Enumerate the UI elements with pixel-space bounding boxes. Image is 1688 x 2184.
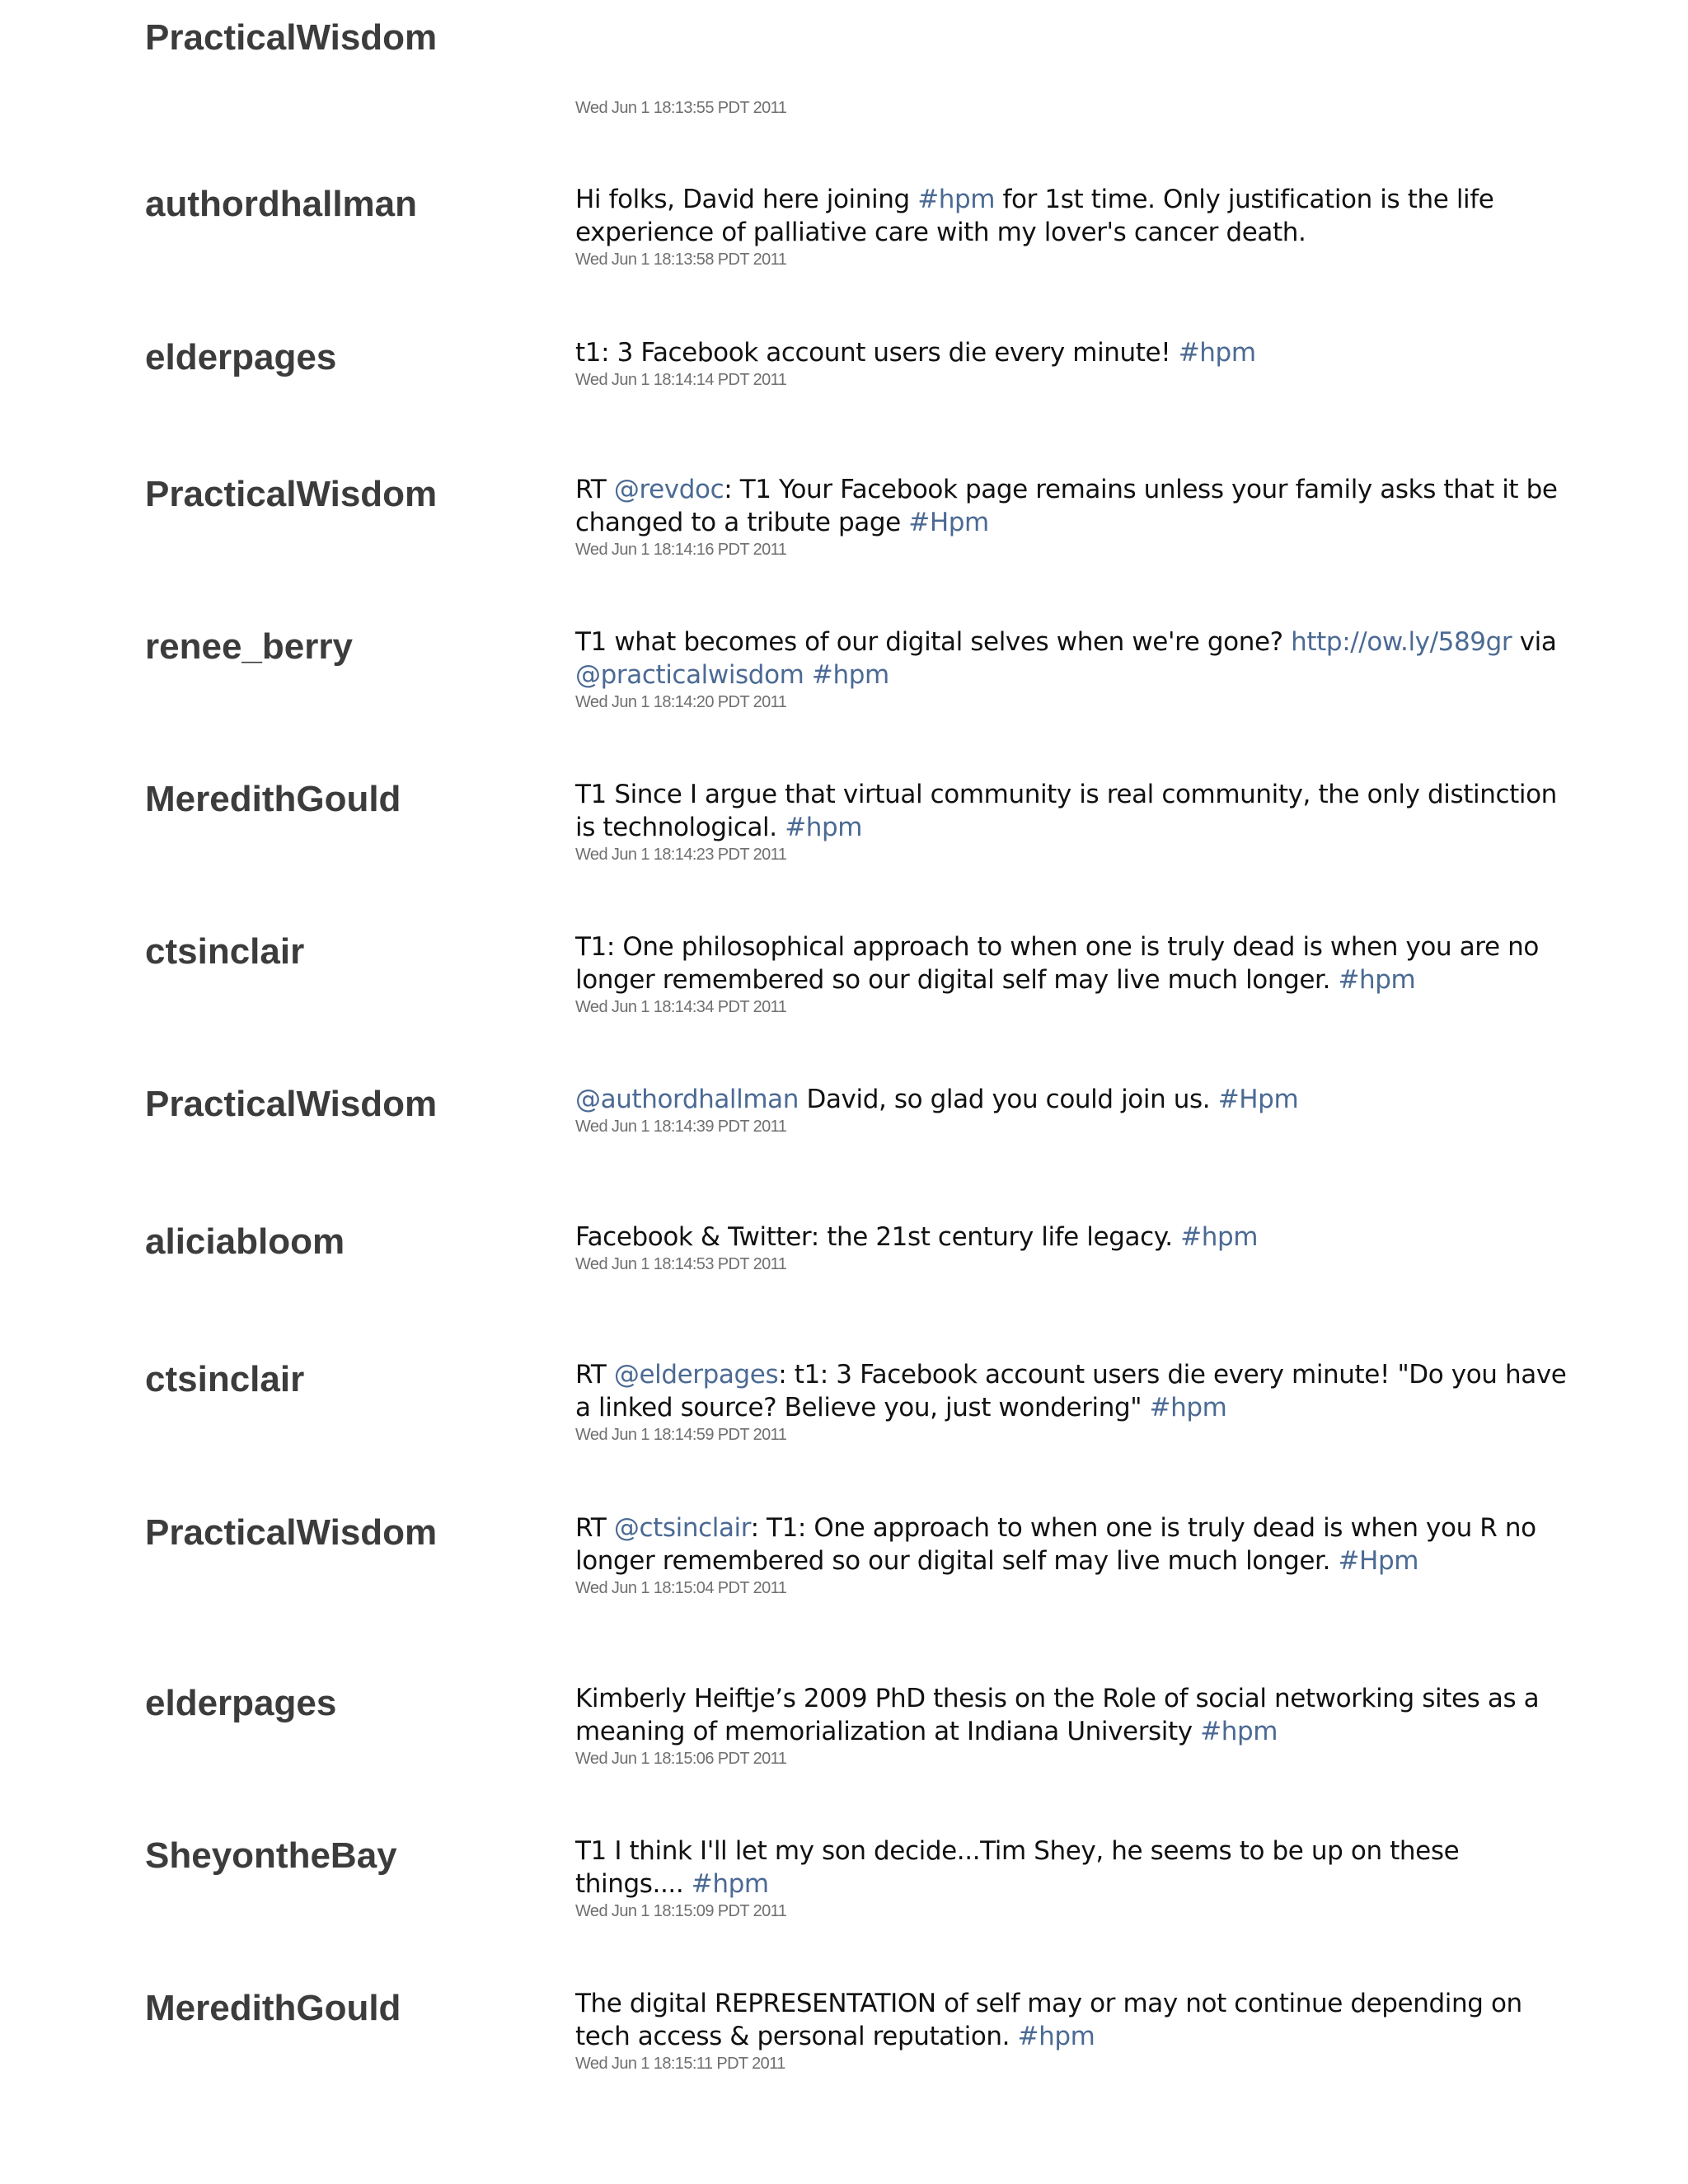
hashtag-link[interactable]: #hpm <box>1178 338 1256 368</box>
hashtag-link[interactable]: #hpm <box>1180 1222 1259 1252</box>
hashtag-link[interactable]: #Hpm <box>908 508 989 537</box>
tweet-text <box>575 930 1573 996</box>
tweet-text-segment: RT <box>575 1513 614 1543</box>
hashtag-link[interactable]: #hpm <box>1200 1717 1278 1746</box>
hashtag-link[interactable]: #hpm <box>691 1869 769 1899</box>
tweet-username[interactable]: renee_berry <box>145 626 353 667</box>
tweet-body <box>575 1221 1573 1274</box>
tweet-username[interactable]: PracticalWisdom <box>145 1512 438 1553</box>
tweet-body <box>575 1987 1573 2074</box>
tweet-timestamp: Wed Jun 1 18:15:11 PDT 2011 <box>575 2055 785 2073</box>
tweet-timestamp: Wed Jun 1 18:14:53 PDT 2011 <box>575 1255 787 1273</box>
tweet-body <box>575 1682 1573 1769</box>
tweet-timestamp: Wed Jun 1 18:14:16 PDT 2011 <box>575 541 787 559</box>
tweet-username[interactable]: PracticalWisdom <box>145 1084 438 1124</box>
tweet-body <box>575 336 1573 390</box>
tweet-timestamp: Wed Jun 1 18:15:09 PDT 2011 <box>575 1902 787 1920</box>
tweet-text <box>575 1221 1573 1254</box>
mention-link[interactable]: @practicalwisdom <box>575 660 804 690</box>
tweet-body <box>575 1083 1573 1137</box>
tweet-text-segment: RT <box>575 475 614 504</box>
tweet-text <box>575 626 1573 691</box>
tweet-body <box>575 183 1573 269</box>
tweet-timestamp: Wed Jun 1 18:14:39 PDT 2011 <box>575 1118 787 1136</box>
tweet-text <box>575 778 1573 844</box>
mention-link[interactable]: @ctsinclair <box>613 1513 751 1543</box>
tweet-text-segment: T1 I think I'll let my son decide...Tim Shey, he seems to be up on these things.... <box>575 1836 1460 1899</box>
tweet-timestamp: Wed Jun 1 18:13:58 PDT 2011 <box>575 251 787 269</box>
tweet-username[interactable]: aliciabloom <box>145 1221 345 1262</box>
mention-link[interactable]: @authordhallman <box>575 1085 799 1114</box>
tweet-timestamp: Wed Jun 1 18:14:59 PDT 2011 <box>575 1426 787 1444</box>
tweet-text-segment: T1 Since I argue that virtual community is real community, the only distinction is technological. <box>575 780 1557 842</box>
tweet-text <box>575 1987 1573 2053</box>
tweet-text <box>575 1358 1573 1424</box>
tweet-body <box>575 930 1573 1017</box>
tweet-text-segment: via <box>1512 627 1557 657</box>
tweet-username[interactable]: elderpages <box>145 1683 337 1723</box>
tweet-text-segment: Facebook & Twitter: the 21st century life legacy. <box>575 1222 1181 1252</box>
tweet-timestamp: Wed Jun 1 18:14:23 PDT 2011 <box>575 846 787 864</box>
tweet-username[interactable]: MeredithGould <box>145 779 401 819</box>
tweet-text-segment: The digital REPRESENTATION of self may or may not continue depending on tech access & personal reputation. <box>575 1989 1522 2051</box>
tweet-text <box>575 473 1573 539</box>
tweet-text <box>575 1835 1573 1900</box>
tweet-body <box>575 1511 1573 1598</box>
hashtag-link[interactable]: #Hpm <box>1338 1546 1419 1576</box>
tweet-text-segment: David, so glad you could join us. <box>799 1085 1218 1114</box>
tweet-timestamp: Wed Jun 1 18:15:06 PDT 2011 <box>575 1750 787 1768</box>
hashtag-link[interactable]: #hpm <box>1017 2022 1095 2051</box>
tweet-body <box>575 473 1573 560</box>
tweet-username[interactable]: SheyontheBay <box>145 1835 397 1876</box>
cut-off-timestamp: Wed Jun 1 18:13:55 PDT 2011 <box>575 99 787 117</box>
tweet-text-segment: : T1 Your Facebook page remains unless your family asks that it be changed to a tribute page <box>575 475 1558 537</box>
tweet-username[interactable]: authordhallman <box>145 184 418 224</box>
hashtag-link[interactable]: #hpm <box>1149 1393 1227 1422</box>
tweet-text-segment <box>804 660 811 690</box>
mention-link[interactable]: @revdoc <box>613 475 724 504</box>
url-link[interactable]: http://ow.ly/589gr <box>1291 627 1512 657</box>
hashtag-link[interactable]: #Hpm <box>1217 1085 1299 1114</box>
tweet-username[interactable]: ctsinclair <box>145 1359 305 1399</box>
hashtag-link[interactable]: #hpm <box>1338 965 1416 995</box>
tweet-text-segment: T1: One philosophical approach to when one is truly dead is when you are no longer remembered so our digital self may live much longer. <box>575 932 1539 995</box>
tweet-timestamp: Wed Jun 1 18:14:34 PDT 2011 <box>575 998 787 1016</box>
tweet-text-segment: for 1st time. Only justification is the life experience of palliative care with my lover's cancer death. <box>575 185 1494 247</box>
tweet-text <box>575 1083 1573 1116</box>
tweet-body <box>575 778 1573 865</box>
hashtag-link[interactable]: #hpm <box>811 660 889 690</box>
tweet-body <box>575 1835 1573 1921</box>
tweet-username[interactable]: ctsinclair <box>145 931 305 972</box>
tweet-timestamp: Wed Jun 1 18:15:04 PDT 2011 <box>575 1579 787 1597</box>
tweet-text <box>575 1511 1573 1577</box>
tweet-body <box>575 626 1573 712</box>
mention-link[interactable]: @elderpages <box>613 1360 779 1390</box>
tweet-text-segment: : T1: One approach to when one is truly dead is when you R no longer remembered so our digital self may live much longer. <box>575 1513 1536 1576</box>
tweet-text-segment: : t1: 3 Facebook account users die every minute! "Do you have a linked source? Believe you, just wondering" <box>575 1360 1567 1422</box>
tweet-timestamp: Wed Jun 1 18:14:20 PDT 2011 <box>575 693 787 711</box>
tweet-body <box>575 1358 1573 1445</box>
tweet-text-segment: RT <box>575 1360 614 1390</box>
tweet-text-segment: T1 what becomes of our digital selves when we're gone? <box>575 627 1292 657</box>
tweet-text-segment: t1: 3 Facebook account users die every minute! <box>575 338 1179 368</box>
tweet-username[interactable]: elderpages <box>145 337 337 377</box>
tweet-text-segment: Hi folks, David here joining <box>575 185 918 214</box>
tweet-timestamp: Wed Jun 1 18:14:14 PDT 2011 <box>575 371 787 389</box>
cut-off-username: PracticalWisdom <box>145 17 438 58</box>
hashtag-link[interactable]: #hpm <box>917 185 996 214</box>
tweet-text <box>575 336 1573 369</box>
tweet-text <box>575 1682 1573 1748</box>
tweet-text <box>575 183 1573 249</box>
tweet-username[interactable]: MeredithGould <box>145 1988 401 2028</box>
tweet-text-segment: Kimberly Heiftje’s 2009 PhD thesis on the Role of social networking sites as a meaning of memorialization at Indiana University <box>575 1684 1540 1746</box>
tweet-username[interactable]: PracticalWisdom <box>145 474 438 514</box>
hashtag-link[interactable]: #hpm <box>785 813 863 842</box>
